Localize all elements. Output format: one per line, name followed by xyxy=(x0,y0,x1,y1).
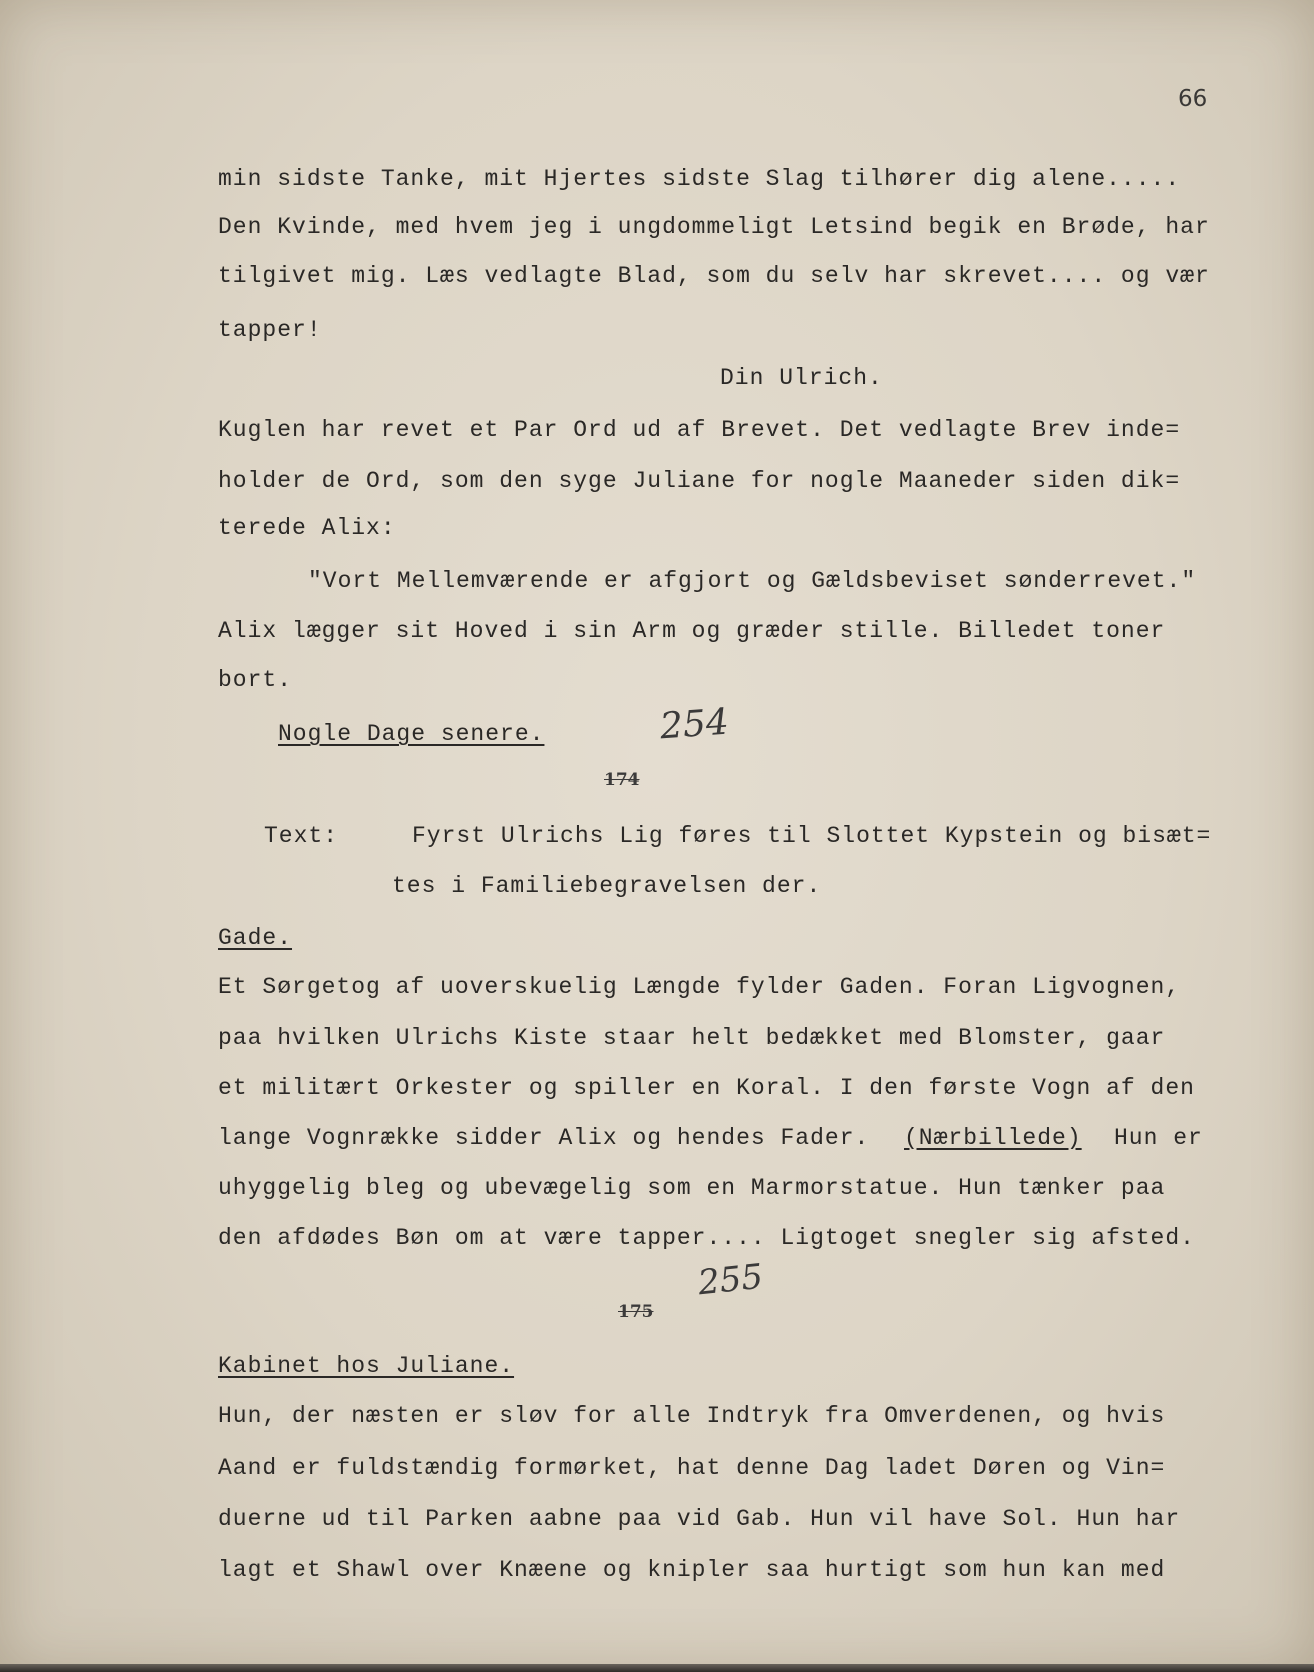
letter-signature: Din Ulrich. xyxy=(720,365,883,391)
scene-heading: Nogle Dage senere. xyxy=(278,721,545,747)
text-line: tilgivet mig. Læs vedlagte Blad, som du selv har skrevet.... og vær xyxy=(218,263,1210,289)
page-bottom-edge xyxy=(0,1664,1314,1672)
text-line: Hun er xyxy=(1114,1125,1203,1151)
struck-number: 175 xyxy=(618,1302,654,1322)
text-line: bort. xyxy=(218,667,293,693)
handwritten-number: 255 xyxy=(696,1256,765,1304)
text-line: Kuglen har revet et Par Ord ud af Brevet. Det vedlagte Brev inde= xyxy=(218,417,1181,443)
scene-heading: Kabinet hos Juliane. xyxy=(218,1353,515,1379)
text-line: Aand er fuldstændig formørket, hat denne Dag ladet Døren og Vin= xyxy=(218,1455,1166,1481)
closeup-note: (Nærbillede) xyxy=(904,1125,1082,1151)
intertitle-text: tes i Familiebegravelsen der. xyxy=(392,873,822,899)
text-line: lange Vognrække sidder Alix og hendes Fader. xyxy=(218,1125,870,1151)
text-line: duerne ud til Parken aabne paa vid Gab. Hun vil have Sol. Hun har xyxy=(218,1506,1181,1532)
struck-number: 174 xyxy=(604,770,640,790)
quoted-line: "Vort Mellemværende er afgjort og Gældsbeviset sønderrevet." xyxy=(308,568,1197,594)
page-number: 66 xyxy=(1178,86,1208,112)
text-line: Alix lægger sit Hoved i sin Arm og græder stille. Billedet toner xyxy=(218,618,1166,644)
text-line: uhyggelig bleg og ubevægelig som en Marmorstatue. Hun tænker paa xyxy=(218,1175,1166,1201)
text-line: paa hvilken Ulrichs Kiste staar helt bedækket med Blomster, gaar xyxy=(218,1025,1166,1051)
handwritten-number: 254 xyxy=(658,701,731,748)
text-line: holder de Ord, som den syge Juliane for nogle Maaneder siden dik= xyxy=(218,468,1181,494)
intertitle-label: Text: xyxy=(264,823,339,849)
text-line: min sidste Tanke, mit Hjertes sidste Slag tilhører dig alene..... xyxy=(218,166,1181,192)
text-line: lagt et Shawl over Knæene og knipler saa hurtigt som hun kan med xyxy=(218,1557,1166,1583)
text-line: Et Sørgetog af uoverskuelig Længde fylder Gaden. Foran Ligvognen, xyxy=(218,974,1181,1000)
intertitle-text: Fyrst Ulrichs Lig føres til Slottet Kypstein og bisæt= xyxy=(412,823,1212,849)
text-line: Den Kvinde, med hvem jeg i ungdommeligt Letsind begik en Brøde, har xyxy=(218,214,1210,240)
text-line: den afdødes Bøn om at være tapper.... Ligtoget snegler sig afsted. xyxy=(218,1225,1195,1251)
scene-heading: Gade. xyxy=(218,925,293,951)
text-line: tapper! xyxy=(218,317,322,343)
text-line: Hun, der næsten er sløv for alle Indtryk fra Omverdenen, og hvis xyxy=(218,1403,1166,1429)
text-line: et militært Orkester og spiller en Koral. I den første Vogn af den xyxy=(218,1075,1195,1101)
text-line: terede Alix: xyxy=(218,515,396,541)
